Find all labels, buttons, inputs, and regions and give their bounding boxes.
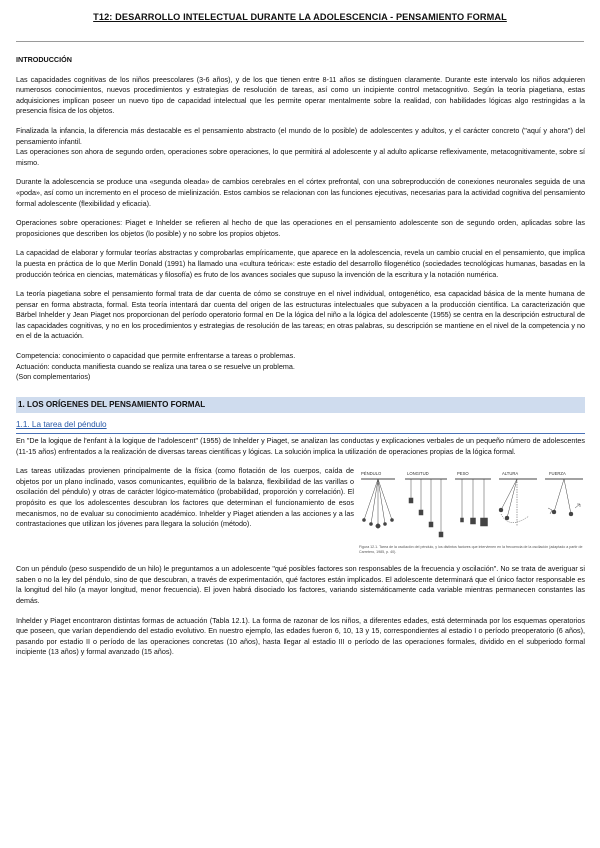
length-panel-icon — [405, 479, 447, 537]
panel-label: ALTURA — [502, 471, 519, 477]
height-panel-icon — [499, 479, 537, 526]
definition-actuacion: Actuación: conducta manifiesta cuando se realiza una tarea o se resuelve un problema. — [16, 361, 295, 371]
panel-label: PÉNDULO — [361, 471, 382, 477]
panel-label: LONGITUD — [407, 471, 429, 477]
paragraph: Las operaciones son ahora de segundo orden, operaciones sobre operaciones, lo que permitirá al adolescente y al adulto aplicarse reflexivamente, metacognitivamente, sobre sí mismo. — [16, 147, 585, 167]
paragraph: Inhelder y Piaget encontraron distintas formas de actuación (Tabla 12.1). La forma de razonar de los niños, a diferentes edades, está determinada por los esquemas operatorios que poseen, que varían dependiendo del estadio evolutivo. En nuestro ejemplo, las edades fueron 6, 10, 13 y 15, correspondientes al estadio I o período preoperatorio (6 años), pasando por estadio II o período de las operaciones concretas (10 años), hasta llegar al estadio III o período de las operaciones formales, dividido en el subperiodo formal incipiente (13 años) y formal avanzado (15 años). — [16, 615, 585, 657]
paragraph: La capacidad de elaborar y formular teorías abstractas y comprobarlas empíricamente, que aparece en la adolescencia, revela un cambio crucial en el pensamiento, que implica la puesta en práctica de lo que Merlin Donald (1991) ha llamado una «cultura teórica»: este estadio del desarrollo filogenético (sociedades tecnológicas humanas, basadas en la producción teórica en ciencias, matemáticas y filosofía) es fruto de los avances sociales que supuso la invención de la escritura y la notación numérica. — [16, 248, 585, 279]
pendulum-panel-icon — [361, 479, 395, 528]
subsection-heading: 1.1. La tarea del péndulo — [16, 420, 585, 434]
paragraph: Operaciones sobre operaciones: Piaget e Inhelder se refieren al hecho de que las operaciones en el pensamiento adolescente son de segundo orden, aplicadas sobre las proposiciones que describen los objetos (lo posible) y no sobre los propios objetos. — [16, 218, 585, 238]
paragraph: Finalizada la infancia, la diferencia más destacable es el pensamiento abstracto (el mundo de lo posible) de adolescentes y adultos, y el carácter concreto ("aquí y ahora") del pensamiento infantil. — [16, 125, 585, 146]
paragraph: Las capacidades cognitivas de los niños preescolares (3-6 años), y de los que tienen entre 8-11 años se distinguen claramente. Durante este intervalo los niños adquieren numerosos conocimientos, nuevos procedimientos y estrategias de resolución de tareas, así como un incipiente control metacognitivo. Según la teoría piagetiana, estas adquisiciones implican poseer un nuevo tipo de capacidad intelectual que les permite operar mentalmente sobre la realidad, con habilidades lógicas algo restringidas a la presencia física de los objetos. — [16, 74, 585, 116]
title-divider — [16, 41, 584, 42]
figure-caption: Figura 12.1. Tarea de la oscilación del péndulo, y los distintos factores que intervienen en la frecuencia de la oscilación (adaptado a partir de Carretero, 1985, p. 40). — [359, 545, 583, 555]
panel-label: PESO — [457, 471, 469, 477]
intro-heading: INTRODUCCIÓN — [16, 55, 72, 64]
definition-competencia: Competencia: conocimiento o capacidad que permite enfrentarse a tareas o problemas. — [16, 351, 296, 361]
paragraph: La teoría piagetiana sobre el pensamiento formal trata de dar cuenta de cómo se construye en el nivel individual, ontogenético, esa capacidad básica de la mente humana de pensar en forma abstracta, formal. Esta teoría intentará dar cuenta del origen de las estructuras intelectuales que subyacen a la producción científica. La caracterización que Bärbel Inhelder y Jean Piaget nos proporcionan del período operatorio formal en De la lógica del niño a la lógica del adolescente (1955) se centra en la descripción estructural de las capacidades cognitivas, y no en los procedimientos y estrategias de resolución de las tareas; en otras palabras, su descripción se mantiene en el nivel de la competencia y no en el de la actuación. — [16, 289, 585, 341]
panel-label: FUERZA — [549, 471, 566, 477]
paragraph: Con un péndulo (peso suspendido de un hilo) le preguntamos a un adolescente "qué posibles factores son responsables de la frecuencia y oscilación". No se trata de averiguar si saben o no la ley del péndulo, sino de que descubran, a través de experimentación, qué factores están implicados. El adolescente determinará que el único factor responsable es la longitud del hilo (a mayor longitud, menor frecuencia). El joven habrá disociado los factores, variando sistemáticamente cada variable mientras permanecen constantes las demás. — [16, 564, 585, 605]
paragraph: Durante la adolescencia se produce una «segunda oleada» de cambios cerebrales en el córtex prefrontal, con una sobreproducción de conexiones neuronales seguida de una «poda», así como un incremento en el proceso de mielinización. Estos cambios se relacionan con las funciones ejecutivas, necesarias para la actividad cognitiva del pensamiento formal adolescente (flexibilidad y eficacia). — [16, 177, 585, 208]
definition-note: (Son complementarios) — [16, 372, 91, 382]
text-with-figure — [16, 466, 585, 555]
document-body — [16, 55, 585, 667]
force-panel-icon — [545, 479, 583, 516]
pendulum-figure — [359, 468, 585, 555]
paragraph: Las tareas utilizadas provienen principalmente de la física (como flotación de los cuerpos, caída de objetos por un plano inclinado, vasos comunicantes, equilibrio de la balanza, flexibilidad de las varillas o oscilación del péndulo) y otras de carácter lógico-matemático (probabilidad, proporción y correlación). El propósito es que los adolescentes descubran los factores que determinan el funcionamiento de esos mecanismos, no de evaluar su conocimiento académico. Inhelder y Piaget atienden a las acciones y a las contrastaciones que utilizan los jóvenes para llegara la solución (método). — [16, 466, 354, 529]
pendulum-illustration — [359, 468, 585, 544]
paragraph: En "De la logique de l'enfant à la logique de l'adolescent" (1955) de Inhelder y Piaget, se analizan las conductas y explicaciones verbales de un pequeño número de adolescentes (11-15 años) enfrentados a la realización de diversas tareas científicas y lógicas. La solución implica la utilización de operaciones propias de la lógica formal. — [16, 436, 585, 456]
document-title: T12: DESARROLLO INTELECTUAL DURANTE LA ADOLESCENCIA - PENSAMIENTO FORMAL — [93, 12, 507, 22]
weight-panel-icon — [455, 479, 491, 526]
section-heading: 1. LOS ORÍGENES DEL PENSAMIENTO FORMAL — [16, 397, 585, 414]
